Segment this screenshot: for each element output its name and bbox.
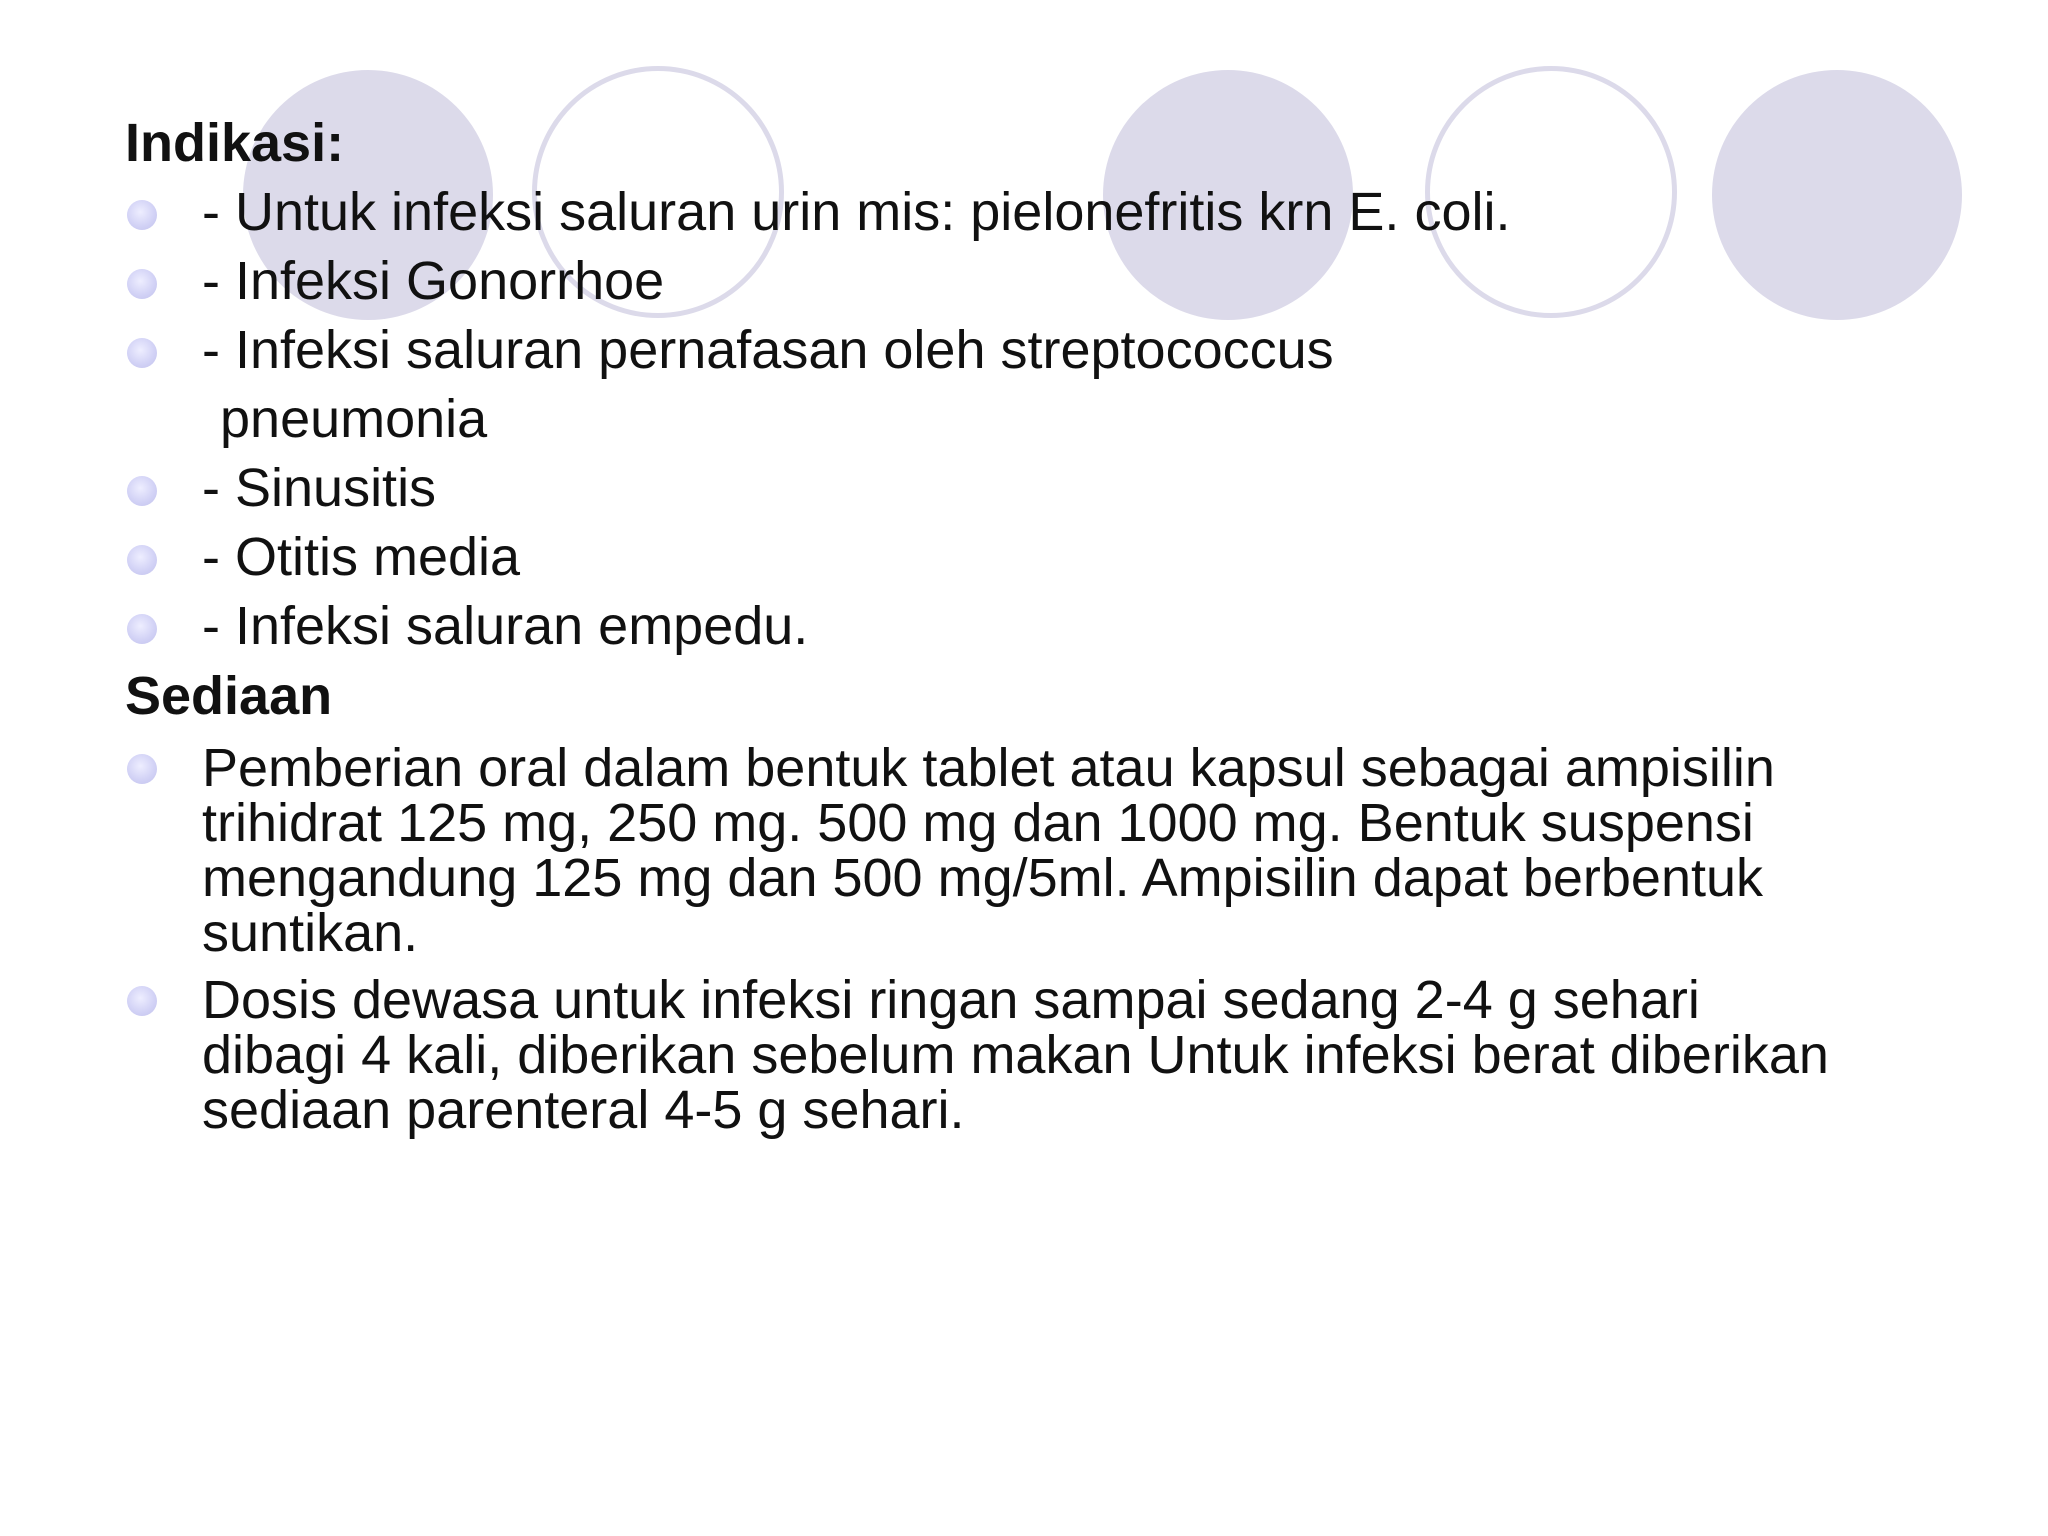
- sediaan-heading: Sediaan: [125, 666, 333, 726]
- paragraph-line: sediaan parenteral 4-5 g sehari.: [202, 1080, 965, 1140]
- list-item: - Infeksi Gonorrhoe: [125, 247, 1995, 316]
- bullet-icon: [127, 476, 157, 506]
- bullet-icon: [127, 545, 157, 575]
- slide-content: [125, 108, 1995, 1150]
- list-item: - Sinusitis: [125, 454, 1995, 523]
- bullet-icon: [127, 986, 157, 1016]
- paragraph-line: dibagi 4 kali, diberikan sebelum makan Untuk infeksi berat diberikan: [202, 1025, 1829, 1085]
- indikasi-heading: Indikasi:: [125, 113, 345, 173]
- paragraph-line: mengandung 125 mg dan 500 mg/5ml. Ampisilin dapat berbentuk: [202, 848, 1764, 908]
- paragraph-line: Pemberian oral dalam bentuk tablet atau kapsul sebagai ampisilin: [202, 738, 1775, 798]
- bullet-icon: [127, 754, 157, 784]
- list-item: - Infeksi saluran empedu.: [125, 592, 1995, 661]
- list-item: [125, 970, 1995, 1140]
- bullet-icon: [127, 200, 157, 230]
- list-item: - Infeksi saluran pernafasan oleh streptococcus: [125, 316, 1995, 385]
- list-continuation: pneumonia: [220, 389, 488, 449]
- paragraph-line: suntikan.: [202, 903, 419, 963]
- list-item: [125, 738, 1995, 963]
- bullet-icon: [127, 338, 157, 368]
- paragraph-line: Dosis dewasa untuk infeksi ringan sampai sedang 2-4 g sehari: [202, 970, 1700, 1030]
- sediaan-list: [125, 738, 1995, 1140]
- list-item: - Untuk infeksi saluran urin mis: pielonefritis krn E. coli.: [125, 178, 1995, 247]
- bullet-icon: [127, 269, 157, 299]
- bullet-icon: [127, 614, 157, 644]
- list-item: - Otitis media: [125, 523, 1995, 592]
- indikasi-list-cont: [125, 454, 1995, 661]
- indikasi-list: [125, 178, 1995, 385]
- paragraph-line: trihidrat 125 mg, 250 mg. 500 mg dan 1000 mg. Bentuk suspensi: [202, 793, 1754, 853]
